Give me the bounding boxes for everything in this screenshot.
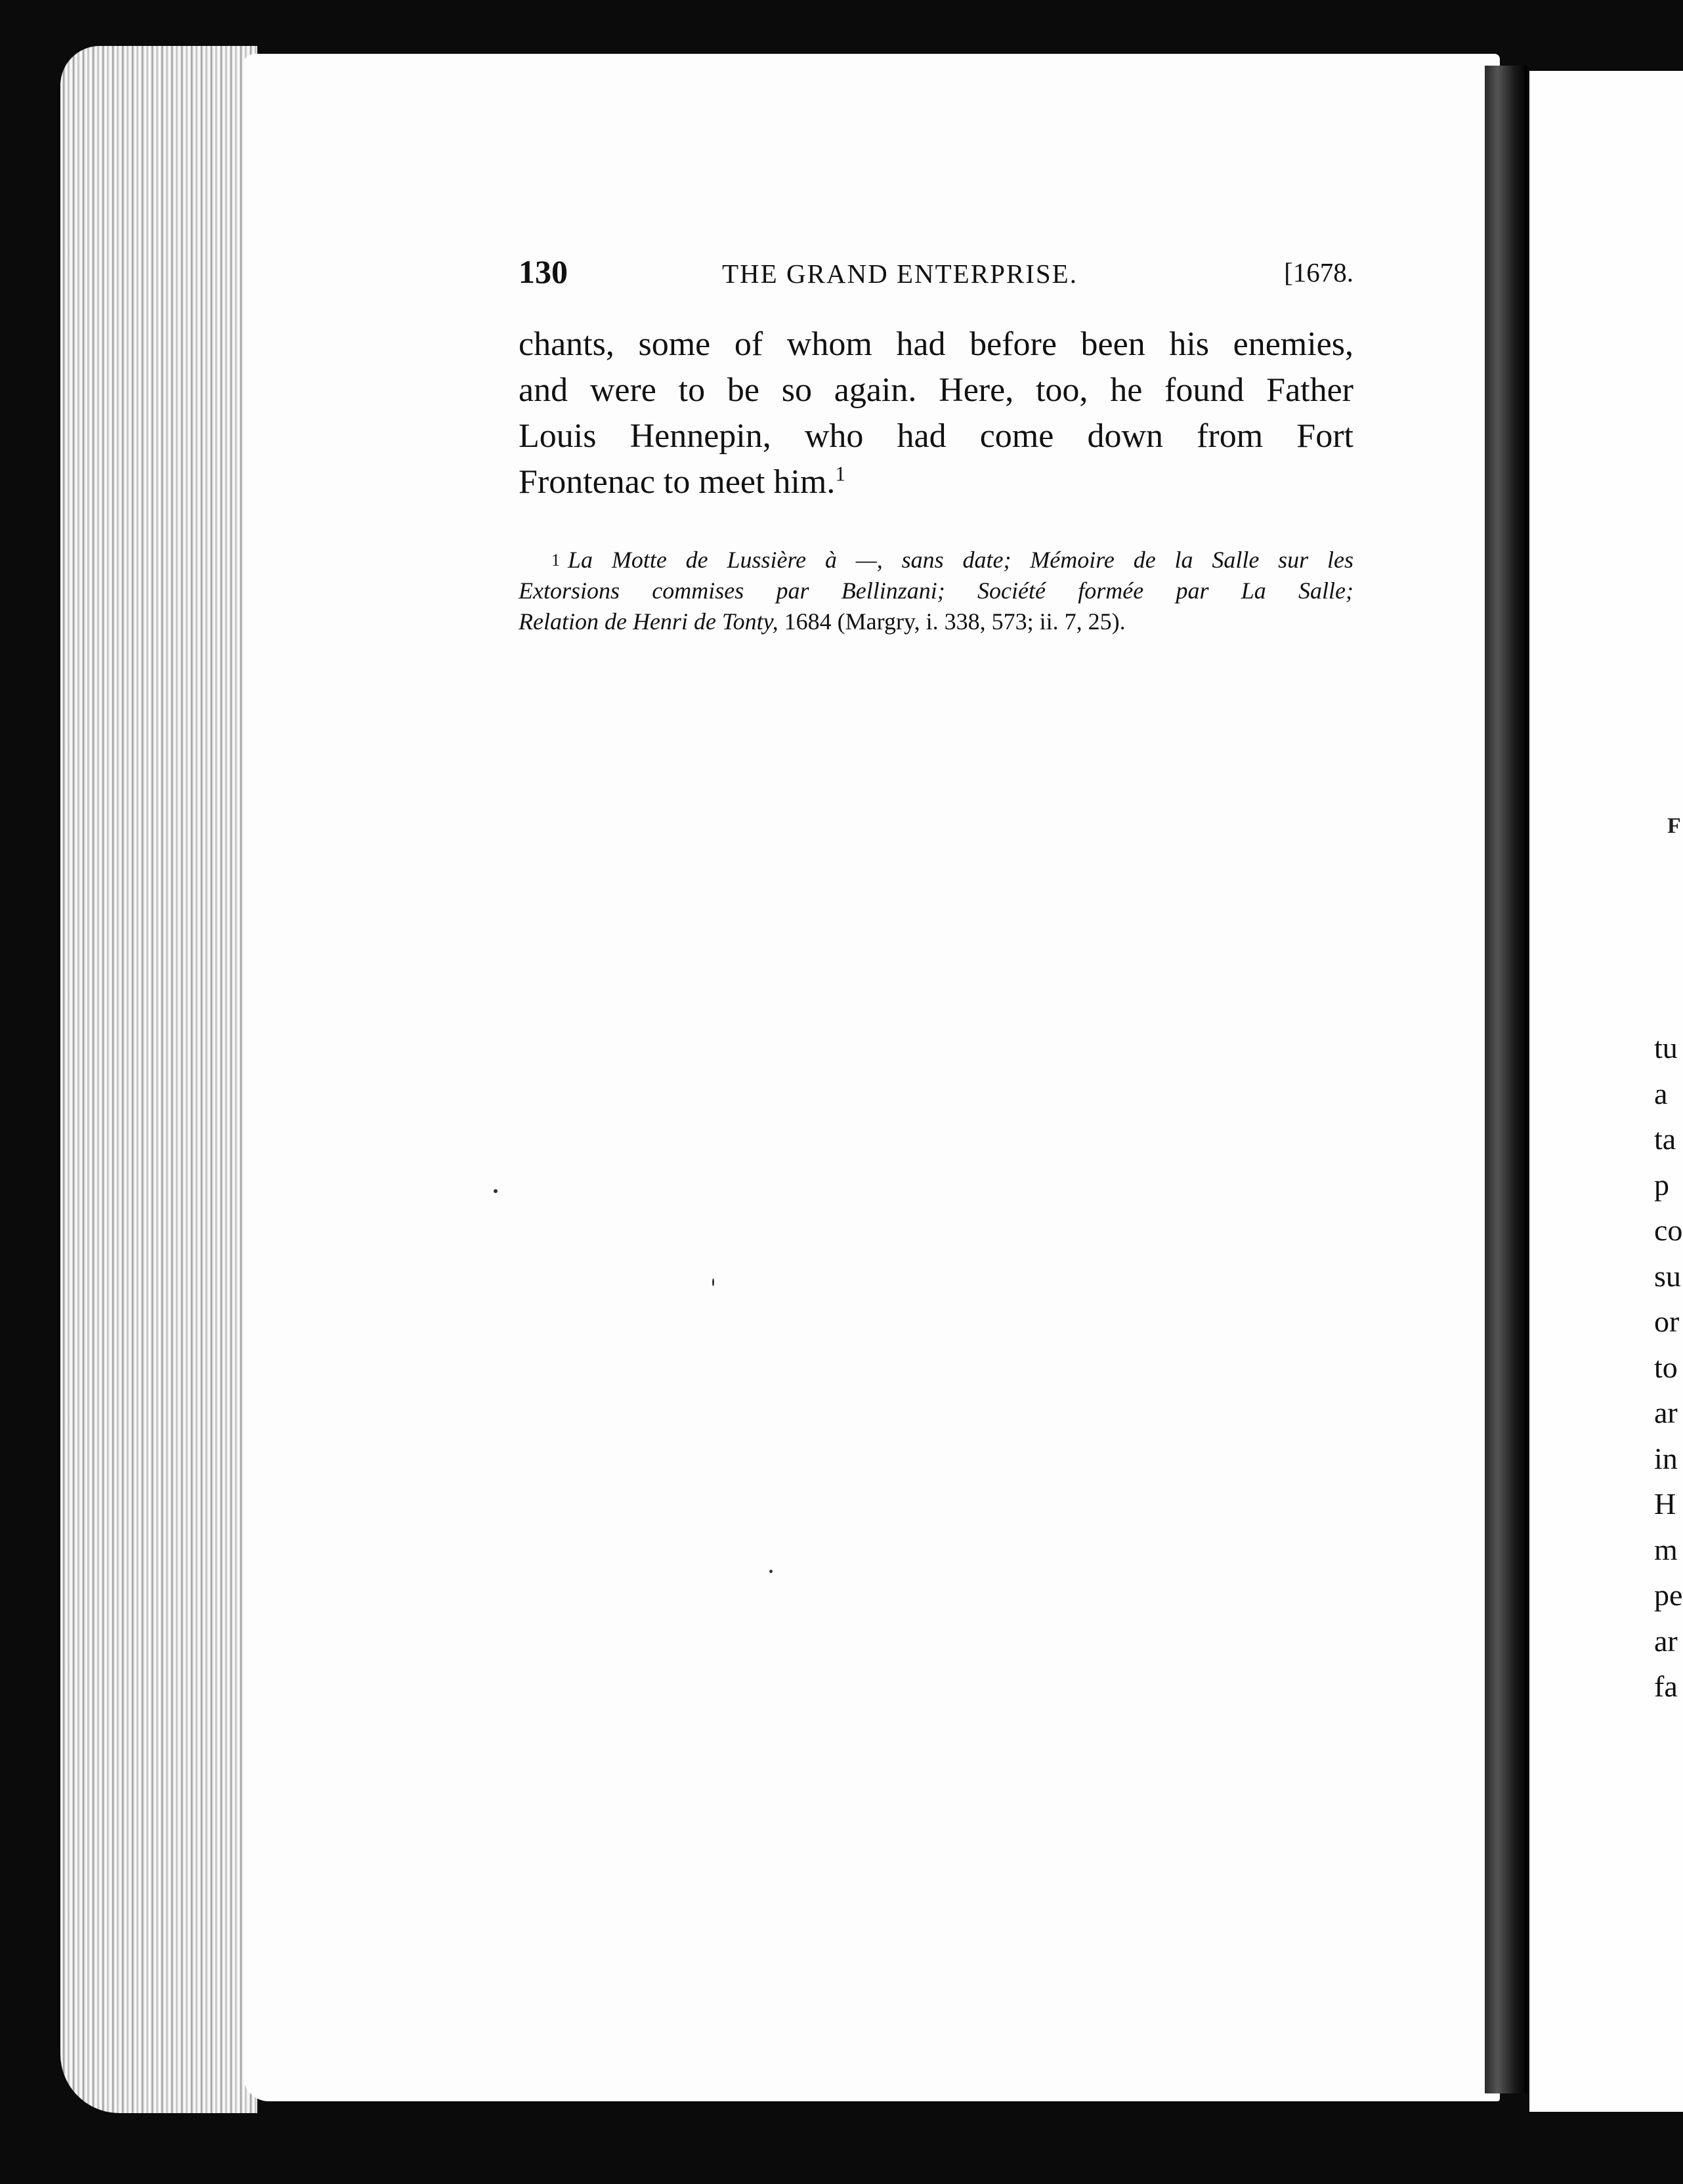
body-line-text: Frontenac to meet him. (519, 463, 836, 501)
right-page-mark: F (1667, 814, 1681, 838)
footnote-italic-run: La Motte de Lussière à —, sans date; Mémoire de la Salle sur les (568, 547, 1353, 573)
right-page-fragment: to (1654, 1350, 1678, 1384)
right-page-fragment: m (1654, 1532, 1678, 1566)
right-page-fragment: su (1654, 1259, 1681, 1293)
right-page-fragment: ta (1654, 1122, 1676, 1156)
footnote-italic-run: Extorsions commises par Bellinzani; Société formée par La Salle; (519, 578, 1353, 604)
footnote-italic-run: Relation de Henri de Tonty, (519, 608, 778, 635)
right-page-fragment: or (1654, 1305, 1680, 1338)
right-page-fragment: ar (1654, 1396, 1678, 1429)
right-page-fragment: fa (1654, 1670, 1678, 1703)
running-head: THE GRAND ENTERPRISE. (722, 259, 1078, 289)
body-line: and were to be so again. Here, too, he found Father (519, 371, 1353, 409)
footnote-reference: 1 (835, 462, 845, 486)
footnote-run: 1684 (Margry, i. 338, 573; ii. 7, 25). (778, 608, 1126, 635)
speck (494, 1189, 498, 1193)
right-page-fragment: in (1654, 1441, 1678, 1475)
speck (712, 1278, 714, 1286)
right-page-fragment: H (1654, 1487, 1676, 1521)
right-page-fragment: ar (1654, 1624, 1678, 1658)
body-line: Louis Hennepin, who had come down from Fort (519, 417, 1353, 455)
body-line: chants, some of whom had before been his enemies, (519, 326, 1353, 363)
right-page-fragment: tu (1654, 1031, 1678, 1064)
header-year: [1678. (1284, 257, 1353, 287)
page-number: 130 (519, 253, 568, 290)
footnote-marker: 1 (551, 551, 560, 570)
right-page-fragment: pe (1654, 1578, 1683, 1612)
right-page-fragment: p (1654, 1167, 1669, 1202)
speck (769, 1570, 773, 1573)
right-page-fragment: co (1654, 1213, 1683, 1247)
right-page-fragment: a (1654, 1076, 1668, 1110)
